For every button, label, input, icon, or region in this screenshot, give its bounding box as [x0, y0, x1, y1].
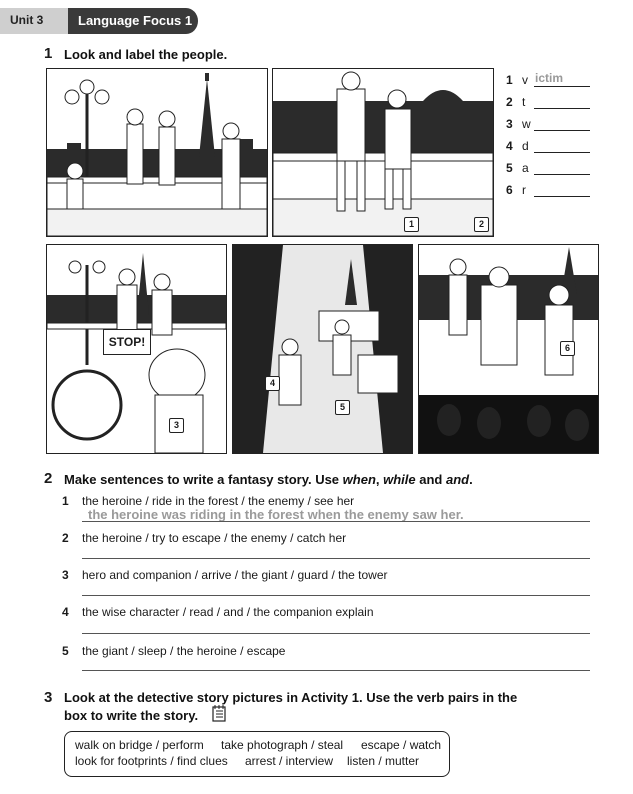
label-number: 1	[506, 73, 513, 87]
label-line[interactable]	[534, 152, 590, 153]
activity3-title-line2: box to write the story.	[64, 708, 199, 723]
label-letter: a	[522, 161, 529, 175]
activity2-title-end: .	[469, 472, 473, 487]
item-number: 3	[62, 568, 69, 582]
stop-speech-bubble: STOP!	[103, 329, 151, 355]
label-letter: r	[522, 183, 526, 197]
label-number: 2	[506, 95, 513, 109]
picture-tag-2: 2	[474, 217, 489, 232]
verb-pair: walk on bridge / perform	[75, 738, 204, 752]
label-item	[506, 117, 531, 131]
keyword-when: when	[342, 472, 376, 487]
answer-line[interactable]	[82, 670, 590, 671]
verb-pair: take photograph / steal	[221, 738, 344, 752]
picture-panel-3	[46, 244, 227, 454]
verb-pair: look for footprints / find clues	[75, 754, 228, 768]
picture-tag-6: 6	[560, 341, 575, 356]
answer-line[interactable]	[82, 633, 590, 634]
activity2-title-comma: ,	[375, 472, 384, 487]
paris-bridge-illustration	[47, 69, 267, 236]
picture-panel-2	[272, 68, 494, 237]
label-letter: d	[522, 139, 529, 153]
picture-tag-4: 4	[265, 376, 280, 391]
activity2-title-and: and	[415, 472, 446, 487]
keyword-while: while	[383, 472, 416, 487]
item-number: 5	[62, 644, 69, 658]
activity2-title	[64, 472, 473, 487]
keyword-and: and	[445, 472, 470, 487]
verb-pair: escape / watch	[361, 738, 442, 752]
activity3-number: 3	[44, 689, 53, 706]
activity2-title-start: Make sentences to write a fantasy story. Use	[64, 472, 343, 487]
label-number: 6	[506, 183, 513, 197]
label-item	[506, 183, 526, 197]
label-letter: w	[522, 117, 531, 131]
label-item	[506, 161, 529, 175]
picture-panel-4	[232, 244, 413, 454]
label-line[interactable]	[534, 130, 590, 131]
answer-line[interactable]	[82, 595, 590, 596]
verb-pair: arrest / interview	[245, 754, 334, 768]
verb-pairs-box	[64, 731, 450, 777]
label-item	[506, 71, 564, 87]
item-prompt: the heroine / try to escape / the enemy / catch her	[82, 531, 347, 545]
picture-tag-5: 5	[335, 400, 350, 415]
item-prompt: the giant / sleep / the heroine / escape	[82, 644, 286, 658]
answer-line[interactable]	[82, 558, 590, 559]
item-prompt: hero and companion / arrive / the giant / guard / the tower	[82, 568, 388, 582]
label-letter: t	[522, 95, 526, 109]
activity3-title-line1: Look at the detective story pictures in Activity 1. Use the verb pairs in the	[64, 690, 518, 705]
label-item	[506, 95, 525, 109]
label-number: 4	[506, 139, 513, 153]
item-prompt: the wise character / read / and / the companion explain	[82, 605, 374, 619]
label-letter: v	[522, 73, 528, 87]
picture-panel-6	[418, 244, 599, 454]
answer-line[interactable]	[82, 521, 590, 522]
label-line[interactable]	[534, 86, 590, 87]
verb-pair: listen / mutter	[347, 754, 420, 768]
item-number: 2	[62, 531, 69, 545]
item-prompt: the heroine / ride in the forest / the enemy / see her	[82, 494, 355, 508]
page-title: Language Focus 1	[78, 13, 193, 28]
item-answer-example: the heroine was riding in the forest when the enemy saw her.	[88, 507, 464, 522]
night-street-illustration	[233, 245, 412, 453]
label-number: 3	[506, 117, 513, 131]
label-line[interactable]	[534, 108, 590, 109]
photographer-illustration	[273, 69, 493, 236]
picture-tag-3: 3	[169, 418, 184, 433]
label-line[interactable]	[534, 196, 590, 197]
item-number: 4	[62, 605, 69, 619]
notebook-icon	[212, 705, 226, 721]
unit-header	[0, 6, 200, 36]
activity2-number: 2	[44, 470, 53, 487]
item-number: 1	[62, 494, 69, 508]
label-item	[506, 139, 529, 153]
activity1-number: 1	[44, 45, 53, 62]
picture-panel-1	[46, 68, 268, 237]
label-example: ictim	[535, 71, 564, 85]
unit-label: Unit 3	[10, 13, 44, 27]
label-line[interactable]	[534, 174, 590, 175]
picture-tag-1: 1	[404, 217, 419, 232]
activity1-title: Look and label the people.	[64, 47, 228, 62]
label-number: 5	[506, 161, 513, 175]
